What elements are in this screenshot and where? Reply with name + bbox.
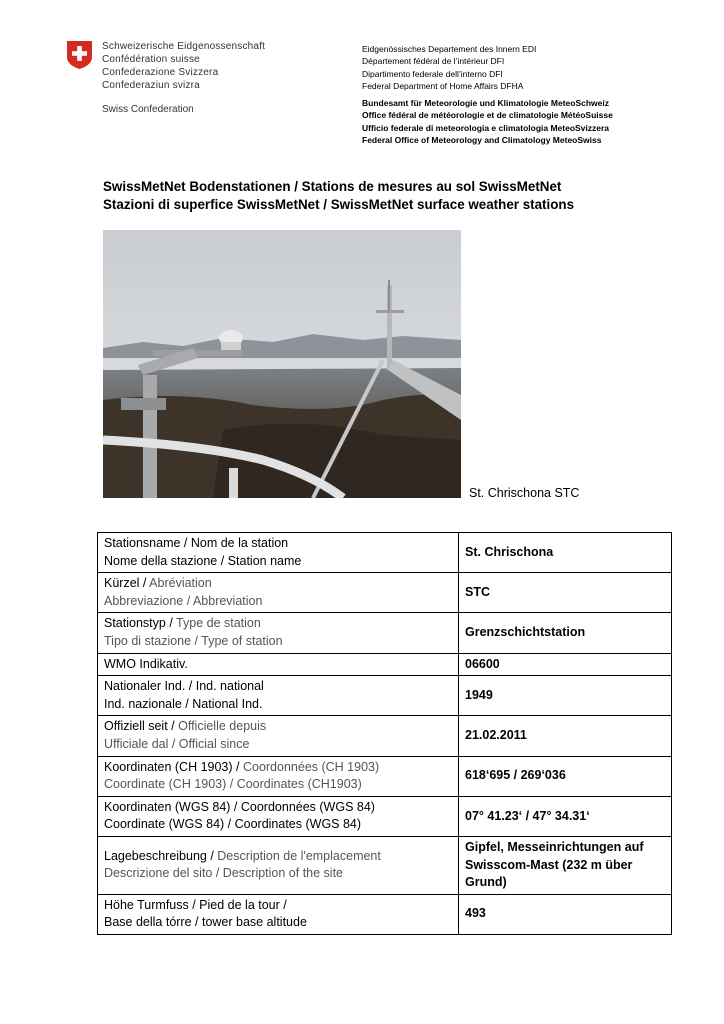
swiss-confederation-logo	[66, 40, 286, 120]
logo-line: Confederaziun svizra	[102, 80, 200, 91]
table-row	[98, 533, 672, 573]
table-row	[98, 573, 672, 613]
row-label	[98, 613, 459, 653]
label-de: Nationaler Ind. / Ind. national	[104, 679, 264, 694]
title-line-2: Stazioni di superfice SwissMetNet / SwissMetNet surface weather stations	[103, 197, 575, 212]
row-label	[98, 573, 459, 613]
label-fr: Type de station	[176, 616, 261, 631]
label-it-en: Ind. nazionale / National Ind.	[104, 696, 263, 711]
department-line: Département fédéral de l’intérieur DFI	[362, 56, 505, 67]
row-label	[98, 676, 459, 716]
row-value: St. Chrischona	[459, 533, 672, 573]
office-line: Bundesamt für Meteorologie und Klimatologie MeteoSchweiz	[362, 98, 609, 108]
label-de: Lagebeschreibung /	[104, 848, 218, 863]
row-value: 493	[459, 894, 672, 934]
office-line: Federal Office of Meteorology and Climatology MeteoSwiss	[362, 134, 602, 145]
department-header	[362, 43, 536, 92]
label-fr: Officielle depuis	[178, 719, 267, 734]
logo-line: Schweizerische Eidgenossenschaft	[102, 41, 266, 52]
station-photo-illustration	[103, 230, 461, 498]
label-de: Höhe Turmfuss / Pied de la tour /	[104, 897, 287, 912]
table-row	[98, 716, 672, 756]
row-label	[98, 756, 459, 796]
label-it-en: Coordinate (CH 1903) / Coordinates (CH1903)	[104, 777, 362, 792]
logo-swiss-confederation: Swiss Confederation	[102, 104, 194, 115]
office-line: Office fédéral de météorologie et de climatologie MétéoSuisse	[362, 110, 613, 121]
row-value: Gipfel, Messeinrichtungen auf Swisscom-Mast (232 m über Grund)	[459, 836, 672, 894]
station-info-table	[97, 532, 672, 935]
table-row	[98, 756, 672, 796]
label-fr: Abréviation	[149, 576, 212, 591]
row-value: 618‘695 / 269‘036	[459, 756, 672, 796]
table-row	[98, 796, 672, 836]
row-label	[98, 533, 459, 573]
logo-line: Confederazione Svizzera	[102, 67, 219, 78]
label-it-en: Abbreviazione / Abbreviation	[104, 593, 263, 608]
department-line: Eidgenössisches Departement des Innern EDI	[362, 44, 537, 54]
table-row	[98, 836, 672, 894]
station-photo	[103, 230, 461, 498]
label-de: Koordinaten (WGS 84) / Coordonnées (WGS 84)	[104, 799, 375, 814]
row-value: 1949	[459, 676, 672, 716]
label-it-en: Base della tórre / tower base altitude	[104, 915, 307, 930]
label-it-en: Nome della stazione / Station name	[104, 553, 302, 568]
swiss-flag-icon	[66, 40, 93, 70]
label-it-en: Descrizione del sito / Description of the site	[104, 866, 343, 881]
office-line: Ufficio federale di meteorologia e climatologia MeteoSvizzera	[362, 122, 610, 133]
label-de: Stationstyp /	[104, 616, 177, 631]
label-de: Koordinaten (CH 1903) /	[104, 759, 243, 774]
department-line: Dipartimento federale dell’interno DFI	[362, 68, 503, 79]
office-header	[362, 97, 613, 146]
row-label	[98, 894, 459, 934]
table-row	[98, 894, 672, 934]
row-label	[98, 796, 459, 836]
label-it-en: Ufficiale dal / Official since	[104, 736, 250, 751]
row-value: 06600	[459, 653, 672, 676]
label-fr: Coordonnées (CH 1903)	[242, 759, 380, 774]
page-title	[103, 178, 574, 214]
row-label	[98, 836, 459, 894]
row-label	[98, 716, 459, 756]
label-de: Stationsname / Nom de la station	[104, 536, 289, 550]
label-it-en: Coordinate (WGS 84) / Coordinates (WGS 84)	[104, 817, 362, 832]
logo-line: Confédération suisse	[102, 54, 200, 65]
title-line-1: SwissMetNet Bodenstationen / Stations de mesures au sol SwissMetNet	[103, 179, 562, 194]
label-de: Offiziell seit /	[104, 719, 179, 734]
row-value: STC	[459, 573, 672, 613]
logo-text	[102, 40, 265, 92]
label-de: Kürzel /	[104, 576, 150, 591]
label-fr: Description de l'emplacement	[217, 848, 381, 863]
row-value: 21.02.2011	[459, 716, 672, 756]
photo-caption: St. Chrischona STC	[469, 486, 580, 500]
label-it-en: Tipo di stazione / Type of station	[104, 633, 283, 648]
table-row	[98, 676, 672, 716]
table-row	[98, 613, 672, 653]
row-value: Grenzschichtstation	[459, 613, 672, 653]
department-line: Federal Department of Home Affairs DFHA	[362, 80, 524, 91]
row-value: 07° 41.23‘ / 47° 34.31‘	[459, 796, 672, 836]
row-label: WMO Indikativ.	[98, 653, 459, 676]
table-row	[98, 653, 672, 676]
